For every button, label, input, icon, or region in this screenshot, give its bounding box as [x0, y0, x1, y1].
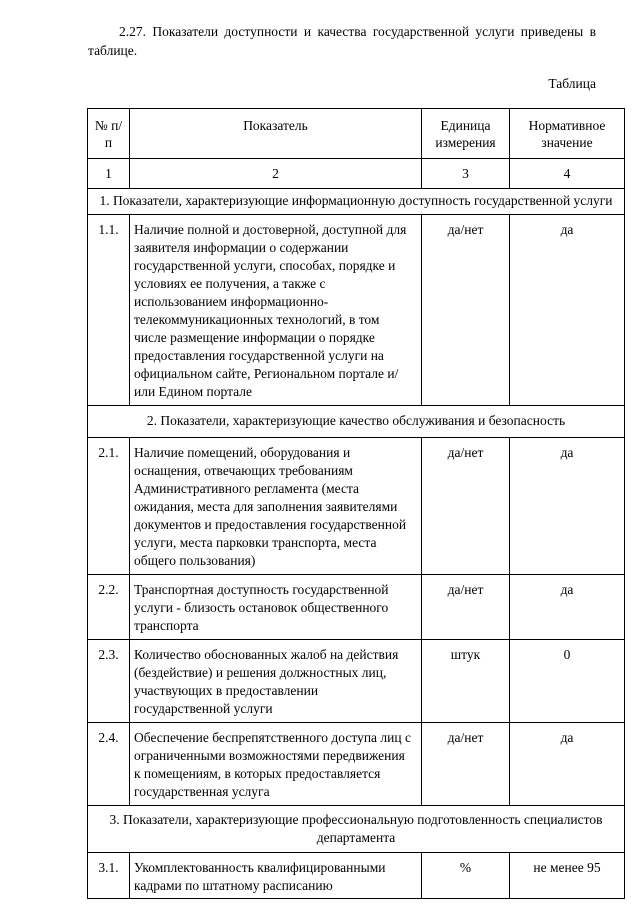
- row-number: 2.1.: [88, 438, 130, 575]
- table-header-row: [88, 109, 625, 159]
- row-unit: да/нет: [422, 723, 510, 806]
- table-row: [88, 215, 625, 406]
- row-number: 2.4.: [88, 723, 130, 806]
- row-indicator: Укомплектованность квалифицированными кадрами по штатному расписанию: [130, 853, 422, 899]
- row-value: да: [510, 215, 625, 406]
- column-number: 2: [130, 159, 422, 189]
- column-numbers-row: [88, 159, 625, 189]
- row-indicator: Количество обоснованных жалоб на действия (бездействие) и решения должностных лиц, участвующих в предоставлении государственной услуги: [130, 640, 422, 723]
- section-title: 1. Показатели, характеризующие информационную доступность государственной услуги: [88, 189, 625, 215]
- row-unit: да/нет: [422, 575, 510, 640]
- section-title: 2. Показатели, характеризующие качество обслуживания и безопасность: [88, 406, 625, 438]
- row-indicator: Обеспечение беспрепятственного доступа лиц с ограниченными возможностями передвижения к помещениям, в которых предоставляется государственная услуга: [130, 723, 422, 806]
- table-row: [88, 723, 625, 806]
- row-value: да: [510, 723, 625, 806]
- row-value: да: [510, 438, 625, 575]
- row-unit: %: [422, 853, 510, 899]
- header-indicator: Показатель: [130, 109, 422, 159]
- section-row: [88, 406, 625, 438]
- column-number: 1: [88, 159, 130, 189]
- header-num: № п/п: [88, 109, 130, 159]
- row-number: 2.2.: [88, 575, 130, 640]
- section-row: [88, 189, 625, 215]
- header-value: Нормативное значение: [510, 109, 625, 159]
- column-number: 4: [510, 159, 625, 189]
- row-value: да: [510, 575, 625, 640]
- table-row: [88, 853, 625, 899]
- table-row: [88, 438, 625, 575]
- row-indicator: Наличие помещений, оборудования и оснащения, отвечающих требованиям Административного регламента (места ожидания, места для заполнения заявителями документов и предоставления государственной услуги, места парковки транспорта, места общего пользования): [130, 438, 422, 575]
- header-unit: Единица измерения: [422, 109, 510, 159]
- row-number: 1.1.: [88, 215, 130, 406]
- table-row: [88, 575, 625, 640]
- row-unit: штук: [422, 640, 510, 723]
- row-unit: да/нет: [422, 438, 510, 575]
- row-indicator: Наличие полной и достоверной, доступной для заявителя информации о содержании государственной услуги, способах, порядке и условиях ее получения, а также с использованием информационно-телекоммуникационных технологий, в том числе размещение информации о порядке предоставления государственной услуги на официальном сайте, Региональном портале и/или Едином портале: [130, 215, 422, 406]
- indicators-table: [87, 108, 625, 899]
- row-indicator: Транспортная доступность государственной услуги - близость остановок общественного транспорта: [130, 575, 422, 640]
- intro-paragraph: 2.27. Показатели доступности и качества государственной услуги приведены в таблице.: [88, 24, 596, 58]
- row-number: 3.1.: [88, 853, 130, 899]
- section-title: 3. Показатели, характеризующие профессиональную подготовленность специалистов департамента: [88, 806, 625, 853]
- column-number: 3: [422, 159, 510, 189]
- row-value: не менее 95: [510, 853, 625, 899]
- table-row: [88, 640, 625, 723]
- table-caption: Таблица: [548, 76, 596, 91]
- section-row: [88, 806, 625, 853]
- row-number: 2.3.: [88, 640, 130, 723]
- row-unit: да/нет: [422, 215, 510, 406]
- row-value: 0: [510, 640, 625, 723]
